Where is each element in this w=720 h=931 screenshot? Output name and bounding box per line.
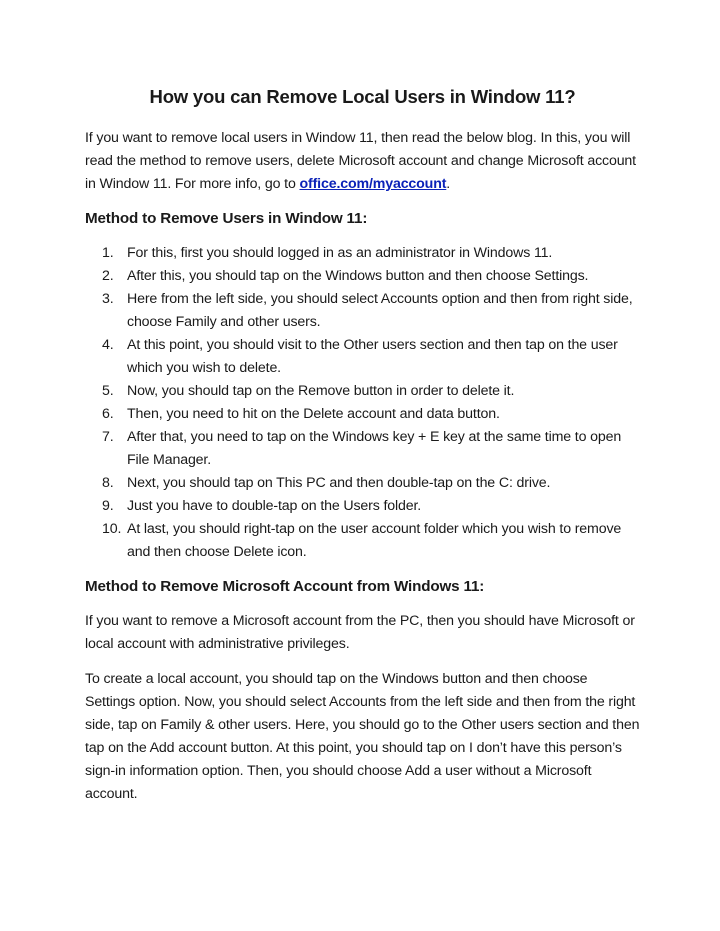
step-text: Just you have to double-tap on the Users folder. xyxy=(127,498,422,514)
intro-paragraph xyxy=(85,127,640,196)
step-text: After that, you need to tap on the Windows key + E key at the same time to open File Manager. xyxy=(127,429,622,468)
step-number: 5. xyxy=(102,383,114,399)
section-heading-remove-users: Method to Remove Users in Window 11: xyxy=(85,210,368,227)
step-text: Here from the left side, you should select Accounts option and then from right side, choose Family and other users. xyxy=(127,291,633,330)
list-item xyxy=(85,518,640,564)
step-number: 1. xyxy=(102,245,114,261)
steps-list xyxy=(85,242,640,564)
step-text: Then, you need to hit on the Delete account and data button. xyxy=(127,406,500,422)
step-number: 3. xyxy=(102,291,114,307)
office-account-link[interactable]: office.com/myaccount xyxy=(299,176,447,192)
section-heading-remove-microsoft-account: Method to Remove Microsoft Account from Windows 11: xyxy=(85,578,485,595)
list-item xyxy=(85,426,640,472)
list-item xyxy=(85,472,640,495)
step-text: After this, you should tap on the Windows button and then choose Settings. xyxy=(127,268,589,284)
step-number: 10. xyxy=(102,521,122,537)
list-item xyxy=(85,495,640,518)
intro-end: . xyxy=(446,176,451,192)
paragraph-requirements: If you want to remove a Microsoft account from the PC, then you should have Microsoft or local account with administrative privileges. xyxy=(85,613,635,652)
step-text: At this point, you should visit to the Other users section and then tap on the user which you wish to delete. xyxy=(127,337,618,376)
page-title: How you can Remove Local Users in Window 11? xyxy=(149,86,576,107)
document-page xyxy=(85,86,640,818)
list-item xyxy=(85,288,640,334)
list-item xyxy=(85,380,640,403)
step-number: 2. xyxy=(102,268,114,284)
step-number: 7. xyxy=(102,429,114,445)
step-number: 4. xyxy=(102,337,114,353)
step-number: 6. xyxy=(102,406,114,422)
step-text: Next, you should tap on This PC and then double-tap on the C: drive. xyxy=(127,475,551,491)
step-text: For this, first you should logged in as an administrator in Windows 11. xyxy=(127,245,553,261)
list-item xyxy=(85,265,640,288)
paragraph-create-local-account: To create a local account, you should tap on the Windows button and then choose Settings option. Now, you should select Accounts from the left side and then from the right side, tap on Family & other users. Here, you should go to the Other users section and then tap on the Add account button. At this point, you should tap on I don’t have this person’s sign-in information option. Then, you should choose Add a user without a Microsoft account. xyxy=(85,671,640,802)
intro-text: If you want to remove local users in Window 11, then read the below blog. In this, you will read the method to remove users, delete Microsoft account and change Microsoft account in Window 11. For more info, go to xyxy=(85,130,636,192)
list-item xyxy=(85,242,640,265)
step-text: Now, you should tap on the Remove button in order to delete it. xyxy=(127,383,515,399)
step-text: At last, you should right-tap on the user account folder which you wish to remove and then choose Delete icon. xyxy=(127,521,622,560)
list-item xyxy=(85,334,640,380)
step-number: 8. xyxy=(102,475,114,491)
list-item xyxy=(85,403,640,426)
step-number: 9. xyxy=(102,498,114,514)
